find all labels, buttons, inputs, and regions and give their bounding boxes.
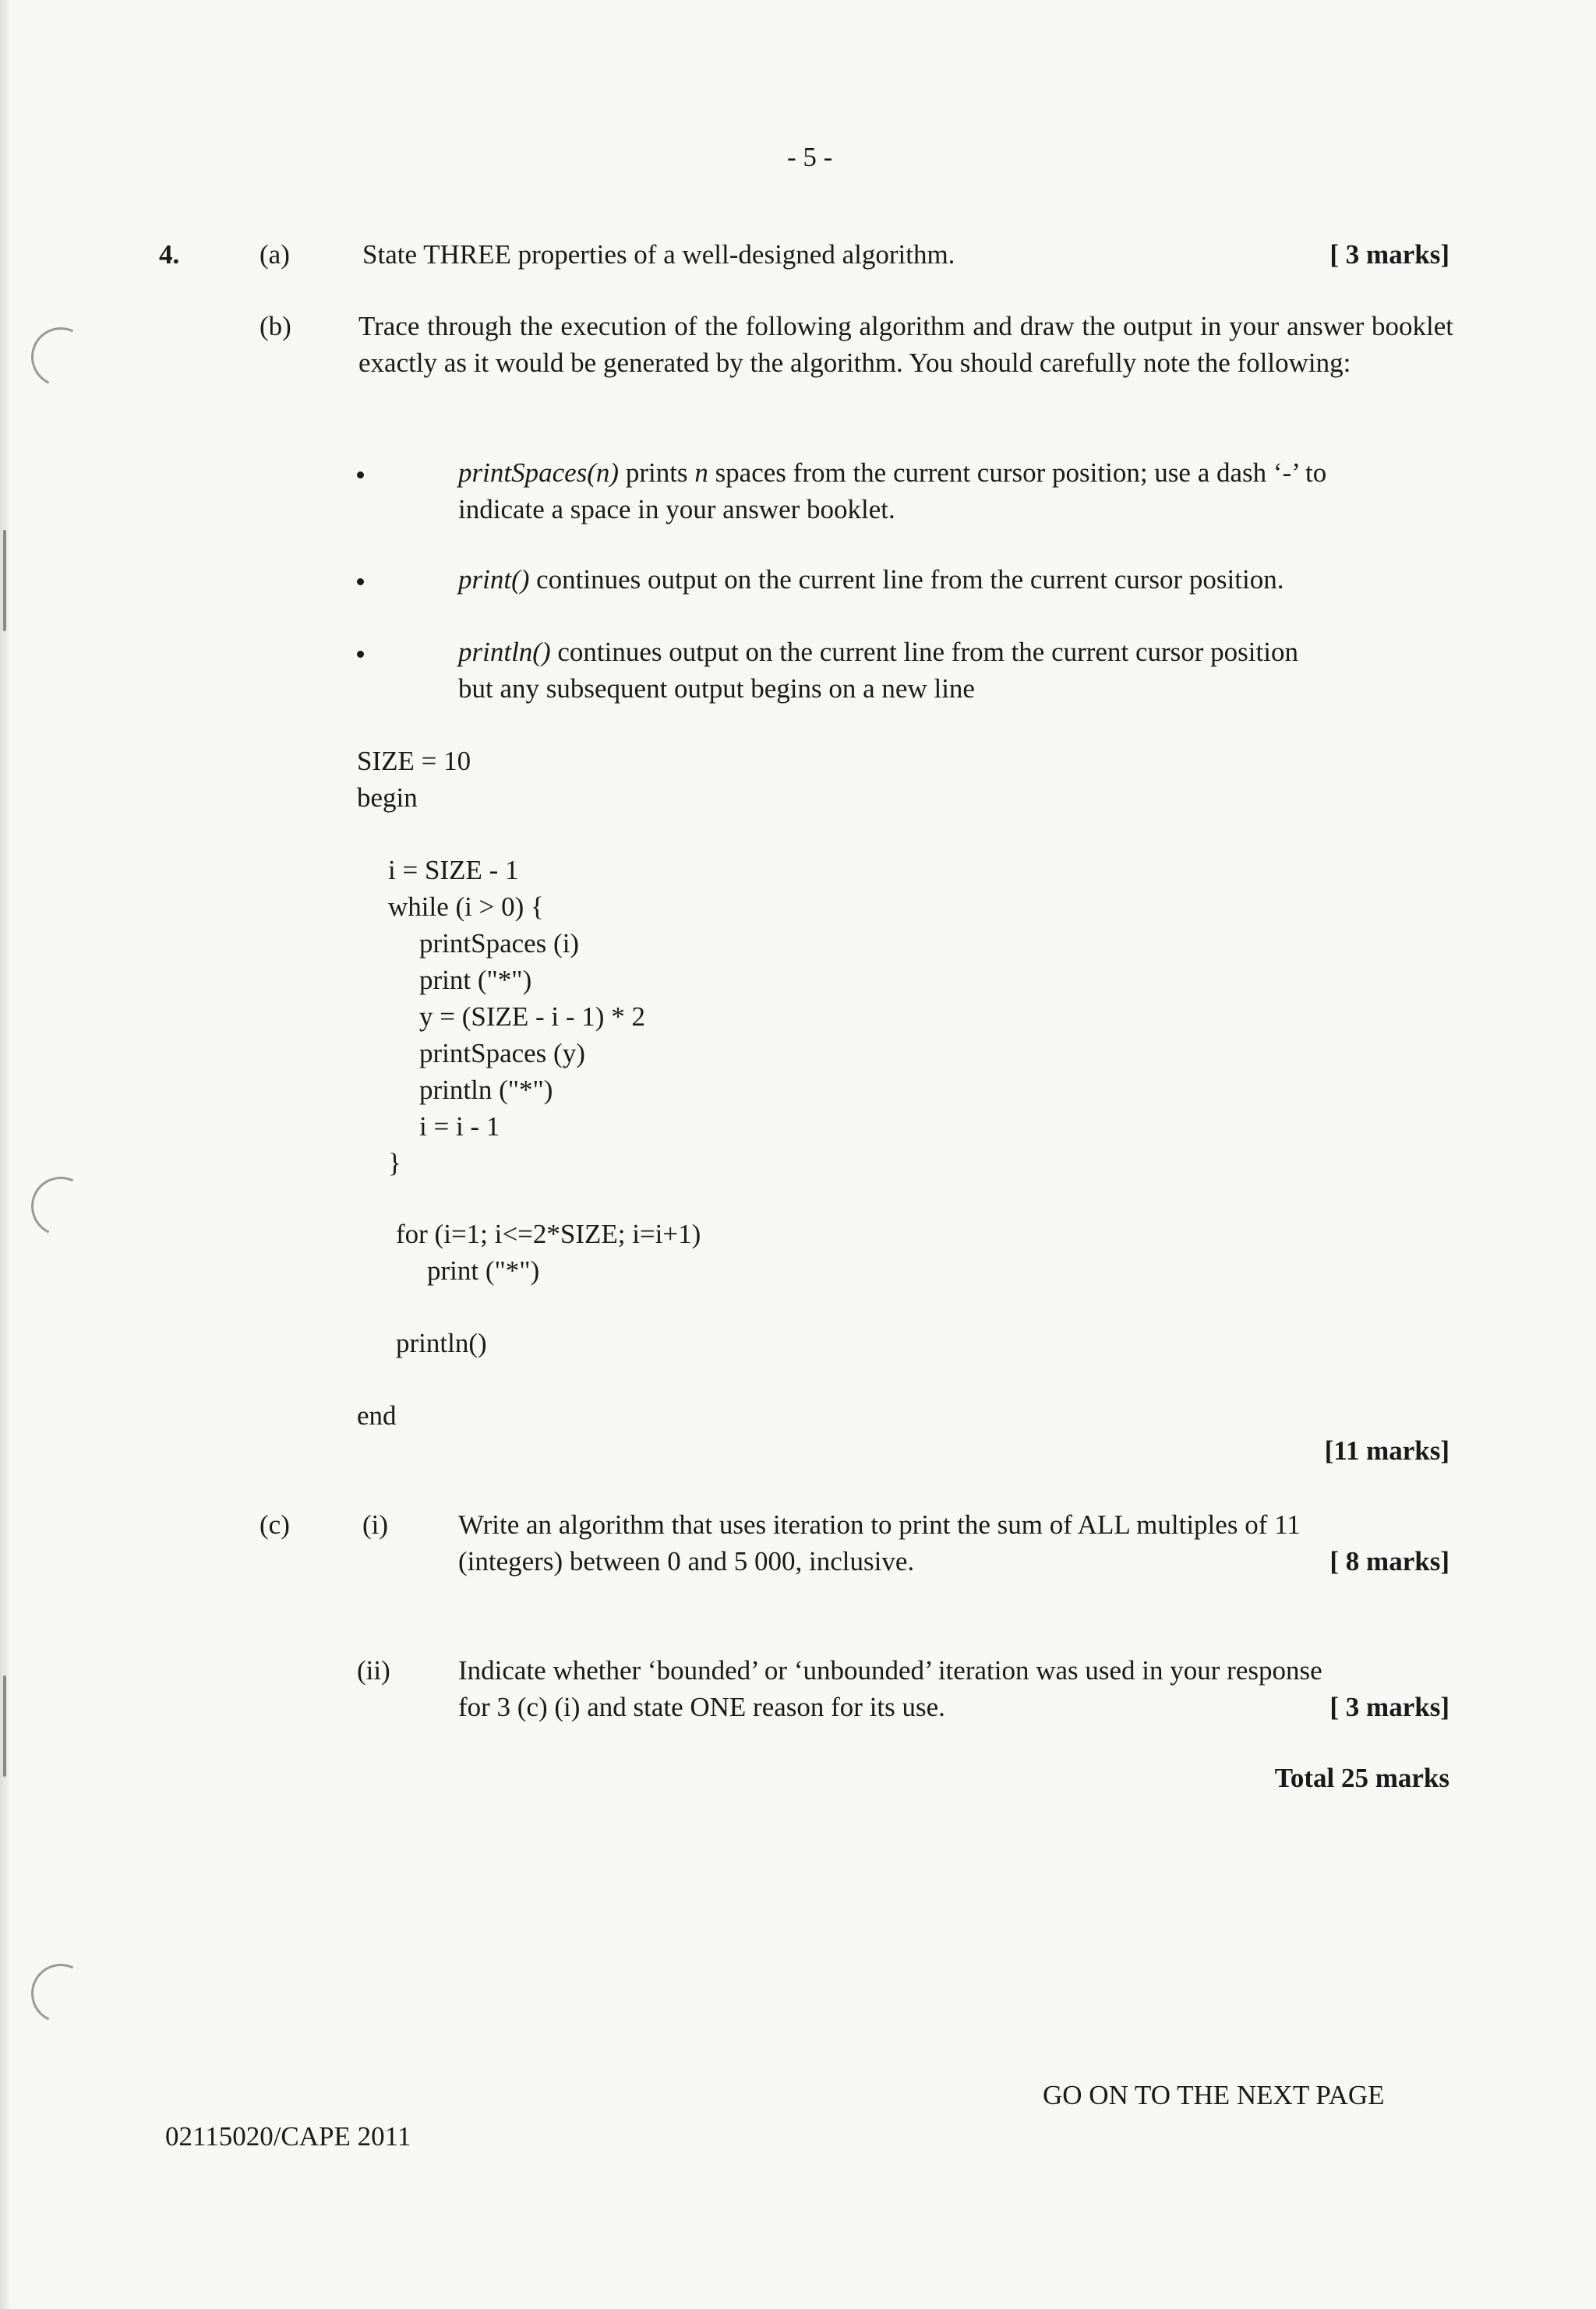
- note-print: print() continues output on the current line from the current cursor position.: [458, 564, 1284, 595]
- code-line: while (i > 0) {: [388, 891, 544, 922]
- bullet: [357, 578, 364, 585]
- total-marks: Total 25 marks: [1274, 1763, 1449, 1793]
- code-line: println ("*"): [419, 1075, 553, 1105]
- part-b-marks: [11 marks]: [1324, 1435, 1449, 1466]
- part-c-ii-text-2: for 3 (c) (i) and state ONE reason for its use.: [458, 1692, 945, 1722]
- code-line: println(): [396, 1328, 487, 1358]
- margin-mark: [3, 530, 6, 631]
- code-line: y = (SIZE - i - 1) * 2: [419, 1001, 645, 1032]
- next-page-note: GO ON TO THE NEXT PAGE: [1043, 2080, 1385, 2110]
- binder-hole: [23, 319, 98, 394]
- part-c-i-text-2: (integers) between 0 and 5 000, inclusive.: [458, 1546, 915, 1576]
- part-c-i-marks: [ 8 marks]: [1329, 1546, 1449, 1576]
- binder-hole: [23, 1955, 98, 2031]
- code-line: i = SIZE - 1: [388, 855, 519, 885]
- part-c-ii-label: (ii): [357, 1655, 390, 1686]
- part-c-ii-text: Indicate whether ‘bounded’ or ‘unbounded’ iteration was used in your response: [458, 1655, 1322, 1686]
- part-c-ii-marks: [ 3 marks]: [1329, 1692, 1449, 1722]
- bullet: [357, 471, 364, 478]
- page-number: - 5 -: [787, 142, 833, 172]
- note-println-line2: but any subsequent output begins on a new line: [458, 673, 975, 704]
- code-line: end: [357, 1400, 397, 1431]
- note-printspaces: printSpaces(n) prints n spaces from the current cursor position; use a dash ‘-’ to: [458, 457, 1327, 488]
- page-edge-shadow: [0, 0, 11, 2309]
- code-line: for (i=1; i<=2*SIZE; i=i+1): [396, 1219, 701, 1249]
- code-line: print ("*"): [427, 1255, 540, 1286]
- code-line: SIZE = 10: [357, 746, 471, 776]
- part-a-marks: [ 3 marks]: [1329, 239, 1449, 270]
- code-line: printSpaces (i): [419, 928, 580, 959]
- part-c-label: (c): [260, 1509, 290, 1540]
- code-line: begin: [357, 782, 418, 813]
- part-b-intro: Trace through the execution of the following algorithm and draw the output in your answer booklet exactly as it would be generated by the algorithm. You should carefully note the following:: [358, 311, 1453, 378]
- paper-code: 02115020/CAPE 2011: [165, 2121, 411, 2152]
- question-number: 4.: [159, 239, 180, 270]
- part-b-label: (b): [260, 311, 291, 341]
- note-println: println() continues output on the current line from the current cursor position: [458, 637, 1298, 667]
- note-printspaces-line2: indicate a space in your answer booklet.: [458, 494, 895, 524]
- binder-hole: [23, 1168, 98, 1244]
- code-line: }: [388, 1148, 401, 1178]
- part-a-text: State THREE properties of a well-designed algorithm.: [362, 239, 955, 270]
- part-a-label: (a): [260, 239, 290, 270]
- margin-mark: [3, 1675, 6, 1777]
- code-line: printSpaces (y): [419, 1038, 585, 1068]
- code-line: print ("*"): [419, 965, 532, 995]
- part-c-i-label: (i): [362, 1509, 389, 1540]
- code-line: i = i - 1: [419, 1111, 500, 1142]
- bullet: [357, 651, 364, 658]
- part-c-i-text: Write an algorithm that uses iteration to print the sum of ALL multiples of 11: [458, 1509, 1301, 1540]
